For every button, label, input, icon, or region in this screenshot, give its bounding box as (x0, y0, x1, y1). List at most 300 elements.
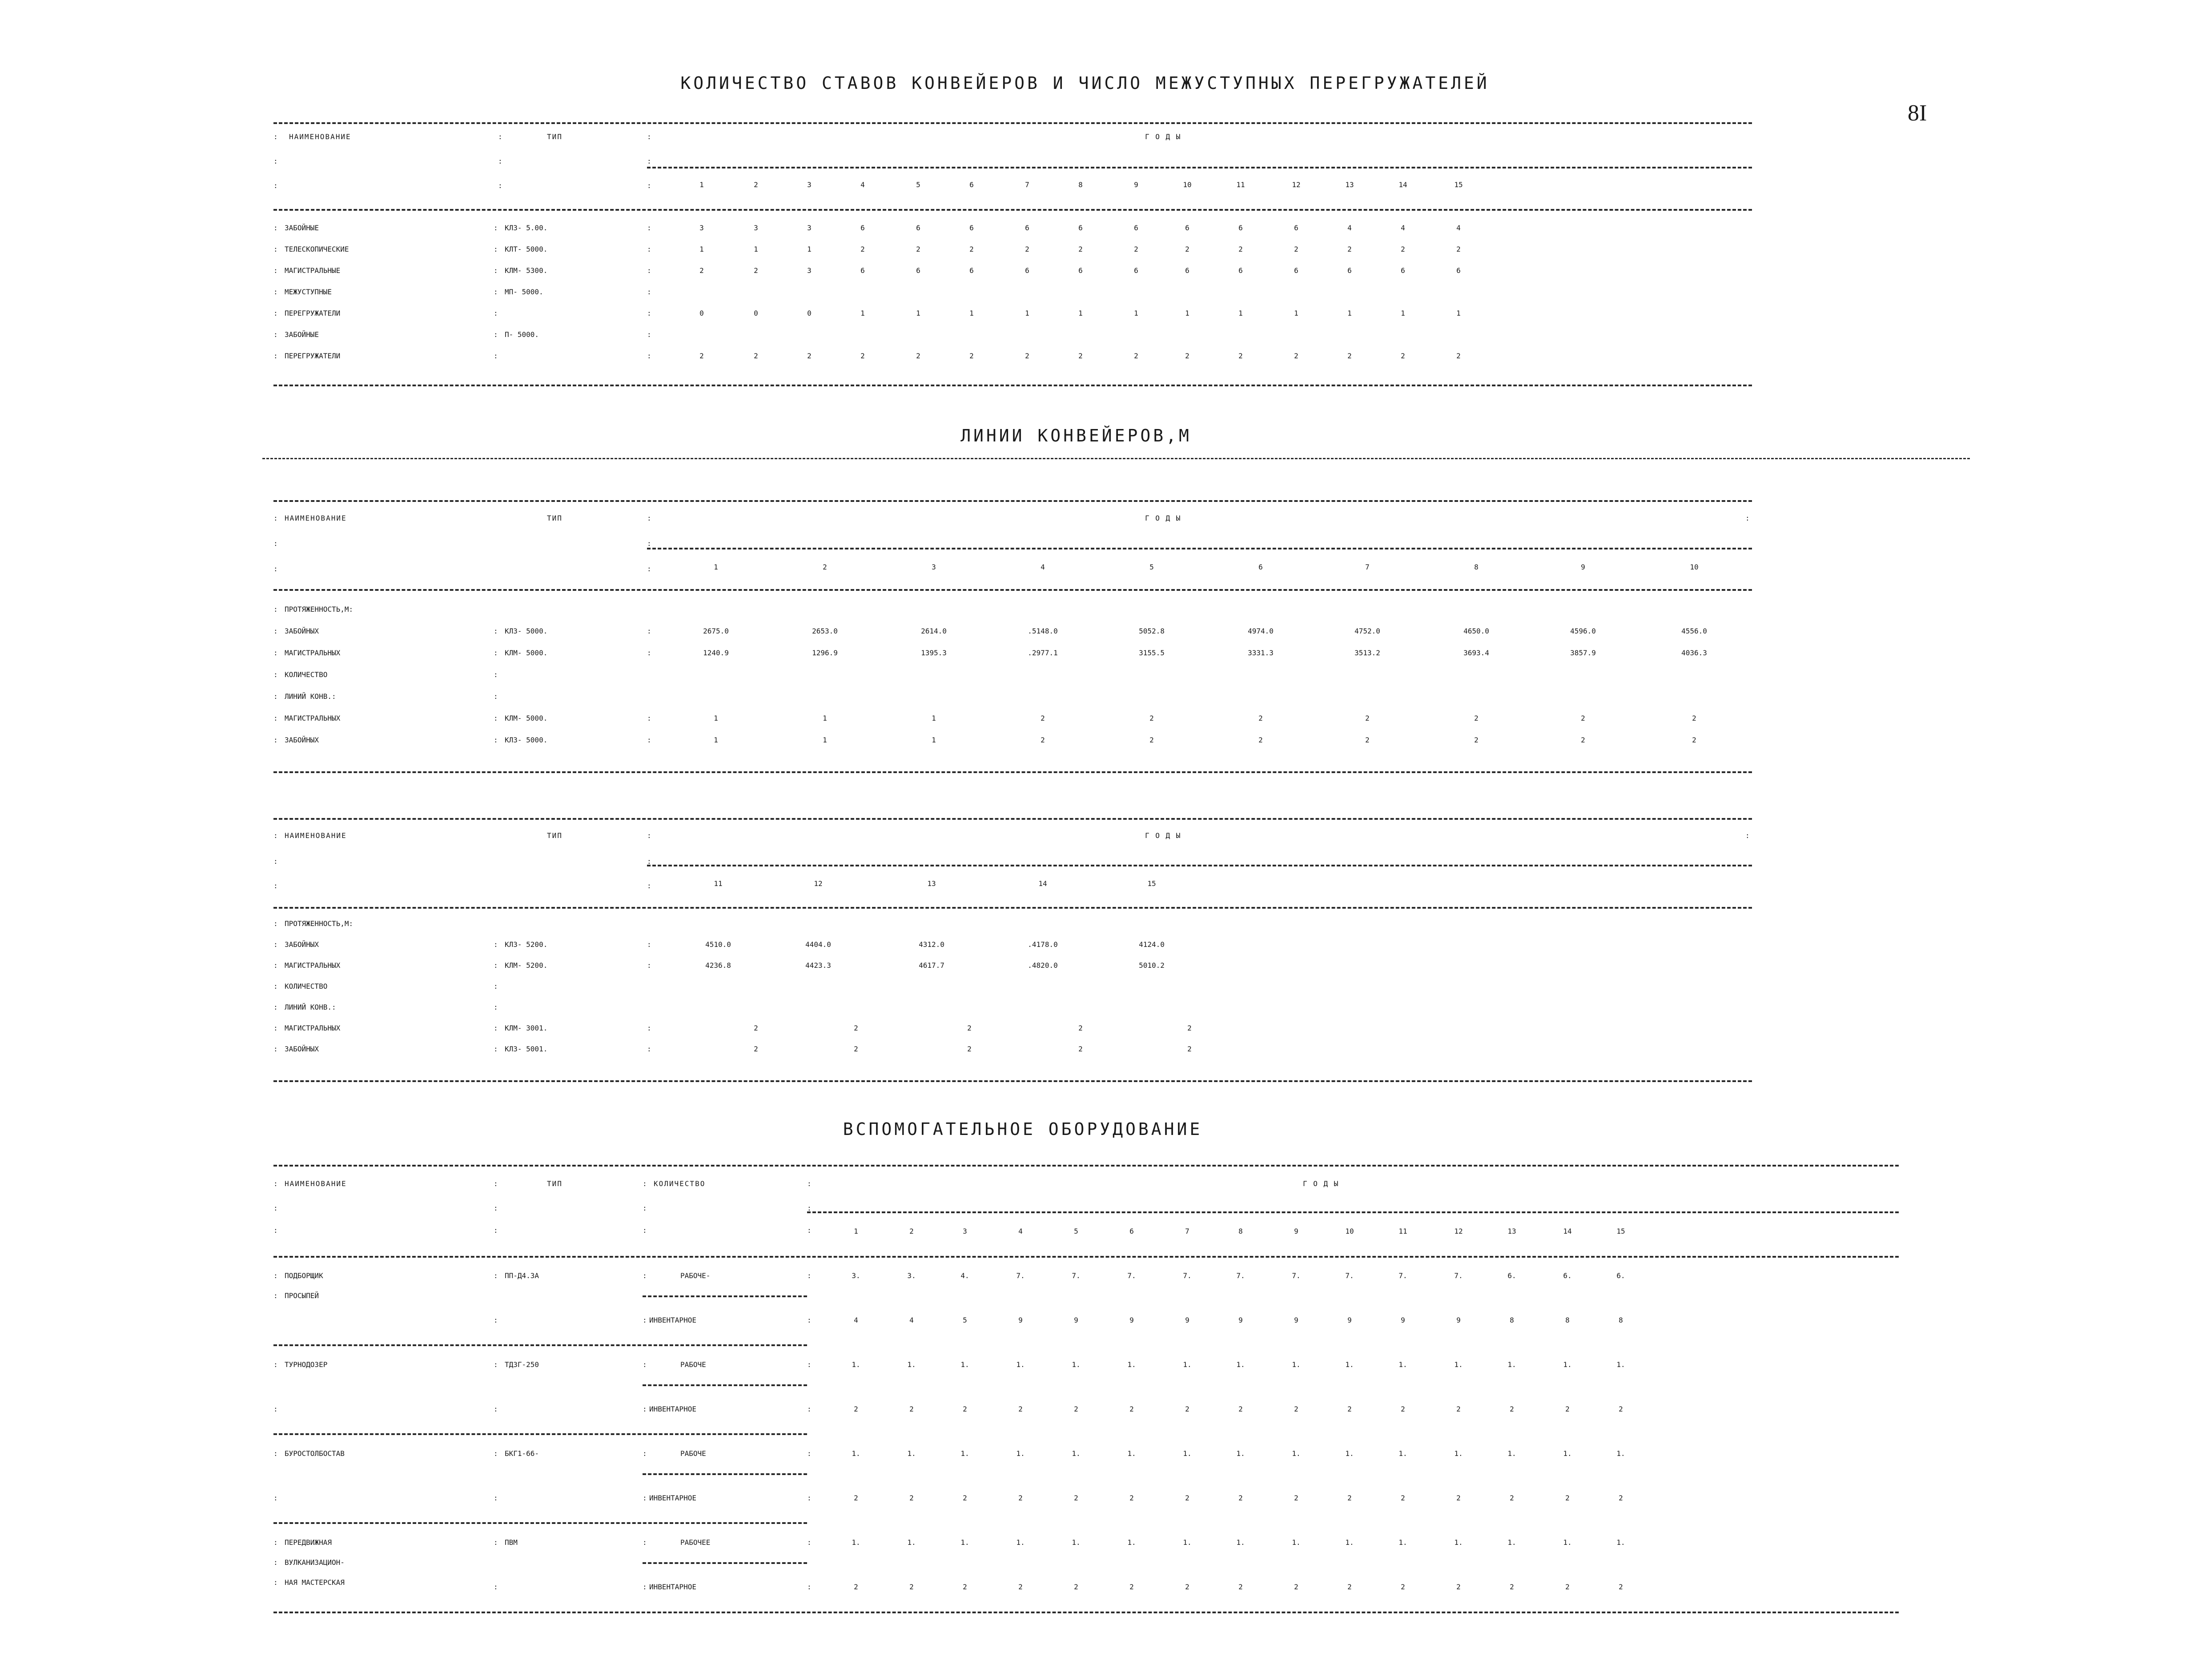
table-cell: 2 (1619, 1405, 1623, 1413)
year-header: 14 (1398, 180, 1407, 189)
table-cell: 2 (1692, 736, 1696, 744)
row-type: КЛЗ- 5001. (505, 1045, 548, 1053)
header-bottom-rule (273, 1256, 1899, 1258)
equipment-name: ТУРНОДОЗЕР (285, 1360, 328, 1369)
table-cell: 6 (1294, 266, 1298, 275)
column-separator: : (643, 1360, 647, 1369)
column-separator: : (643, 1271, 647, 1280)
column-separator: : (647, 539, 651, 548)
column-separator: : (807, 1494, 812, 1502)
table-cell: 2 (1078, 352, 1083, 360)
table-cell: 1240.9 (703, 649, 729, 657)
table-cell: 4404.0 (805, 940, 831, 949)
table-cell: 6 (1134, 266, 1138, 275)
equipment-type: ПВМ (505, 1538, 518, 1547)
column-separator: : (643, 1204, 647, 1212)
table-cell: 4124.0 (1139, 940, 1165, 949)
column-separator: : (494, 692, 498, 701)
table-cell: 3857.9 (1570, 649, 1596, 657)
table-top-rule (273, 122, 1752, 124)
table-cell: 3155.5 (1139, 649, 1165, 657)
table-cell: 1. (1345, 1449, 1354, 1458)
equipment-name: ПРОСЫПЕЙ (285, 1291, 319, 1300)
table-cell: 2 (1456, 352, 1461, 360)
column-separator: : (494, 224, 498, 232)
row-name: ЗАБОЙНЫХ (285, 736, 319, 744)
year-header: 5 (1149, 563, 1154, 571)
table-cell: 9 (1129, 1316, 1134, 1324)
table-cell: 2 (1347, 1405, 1352, 1413)
year-header: 1 (699, 180, 704, 189)
table-cell: 2 (854, 1494, 858, 1502)
table-cell: 2 (1401, 352, 1405, 360)
year-header: 10 (1183, 180, 1192, 189)
table-cell: 1296.9 (812, 649, 838, 657)
column-separator: : (647, 736, 651, 744)
table-cell: 7. (1127, 1271, 1136, 1280)
table-cell: 9 (1347, 1316, 1352, 1324)
row-type: КЛМ- 5000. (505, 649, 548, 657)
table-cell: 1 (714, 736, 718, 744)
column-separator: : (647, 157, 651, 165)
table-cell: .4820.0 (1028, 961, 1058, 970)
table-cell: 2 (1018, 1405, 1023, 1413)
table-cell: 1. (1183, 1538, 1192, 1547)
column-separator: : (273, 224, 278, 232)
table-cell: 1. (960, 1360, 969, 1369)
table-cell: 1 (823, 714, 827, 722)
table-cell: 2 (1238, 1583, 1243, 1591)
table-cell: 2 (1238, 1494, 1243, 1502)
column-separator: : (273, 649, 278, 657)
equipment-type: ТДЗГ-250 (505, 1360, 539, 1369)
column-separator: : (647, 831, 651, 840)
table-cell: 2 (1074, 1494, 1078, 1502)
table-cell: 1 (1456, 309, 1461, 317)
column-separator: : (494, 982, 498, 990)
table-cell: 2 (1185, 1405, 1189, 1413)
row-type: КЛЗ- 5200. (505, 940, 548, 949)
year-header: 12 (1454, 1227, 1463, 1235)
table-cell: 2 (1149, 714, 1154, 722)
table-cell: 2 (1510, 1405, 1514, 1413)
table-cell: 3331.3 (1248, 649, 1274, 657)
table-cell: 2 (1041, 714, 1045, 722)
row-type: КЛМ- 5000. (505, 714, 548, 722)
column-separator: : (494, 1204, 498, 1212)
column-separator: : (273, 670, 278, 679)
column-separator: : (647, 649, 651, 657)
column-separator: : (273, 1204, 278, 1212)
table-cell: 2 (754, 1024, 758, 1032)
year-header: 6 (1129, 1227, 1134, 1235)
year-header: 6 (969, 180, 974, 189)
column-separator: : (494, 309, 498, 317)
table-cell: 4312.0 (919, 940, 944, 949)
table-cell: 7. (1236, 1271, 1245, 1280)
table-bottom-rule (273, 1080, 1752, 1082)
table-cell: 2 (1456, 1494, 1461, 1502)
column-header-years: Г О Д Ы (1145, 514, 1181, 522)
table-cell: 2 (1401, 1405, 1405, 1413)
column-header-name: НАИМЕНОВАНИЕ (285, 514, 347, 522)
row-name: МАГИСТРАЛЬНЫХ (285, 714, 341, 722)
table-cell: 6 (916, 224, 920, 232)
column-separator: : (647, 627, 651, 635)
table-cell: 8 (1565, 1316, 1570, 1324)
row-name: МАГИСТРАЛЬНЫХ (285, 649, 341, 657)
table-bottom-rule (273, 1612, 1899, 1613)
year-header: 15 (1616, 1227, 1625, 1235)
column-separator: : (273, 181, 278, 190)
table-cell: 5 (963, 1316, 967, 1324)
table-cell: 6 (1025, 266, 1029, 275)
row-name: ПЕРЕГРУЖАТЕЛИ (285, 309, 341, 317)
table-cell: 1. (852, 1538, 860, 1547)
column-separator: : (273, 1449, 278, 1458)
column-separator: : (273, 940, 278, 949)
row-type: КЛЗ- 5000. (505, 736, 548, 744)
table-cell: 1 (1238, 309, 1243, 317)
column-separator: : (273, 961, 278, 970)
table-cell: 1. (1507, 1538, 1516, 1547)
table-cell: 5010.2 (1139, 961, 1165, 970)
table-cell: 2 (854, 1583, 858, 1591)
table-cell: 1. (960, 1538, 969, 1547)
table-cell: 1 (823, 736, 827, 744)
table-cell: 1. (1016, 1449, 1025, 1458)
table-bottom-rule (273, 385, 1752, 386)
column-separator: : (273, 882, 278, 890)
year-header: 15 (1147, 879, 1156, 888)
table-cell: 1. (1563, 1360, 1572, 1369)
row-name: ЗАБОЙНЫХ (285, 940, 319, 949)
year-header: 1 (714, 563, 718, 571)
row-type: КЛМ- 5300. (505, 266, 548, 275)
table-cell: 2 (1565, 1405, 1570, 1413)
table-cell: 1. (1072, 1360, 1081, 1369)
table-cell: 2 (1238, 245, 1243, 253)
column-separator: : (647, 565, 651, 573)
table-cell: 1. (1236, 1360, 1245, 1369)
table-cell: 2 (807, 352, 812, 360)
column-separator: : (273, 982, 278, 990)
table-cell: 1. (907, 1449, 916, 1458)
table-cell: 6. (1507, 1271, 1516, 1280)
section1-title: КОЛИЧЕСТВО СТАВОВ КОНВЕЙЕРОВ И ЧИСЛО МЕЖУСТУПНЫХ ПЕРЕГРУЖАТЕЛЕЙ (680, 73, 1490, 93)
column-separator: : (807, 1360, 812, 1369)
table-cell: 4617.7 (919, 961, 944, 970)
column-separator: : (273, 831, 278, 840)
column-separator: : (273, 1003, 278, 1011)
years-rule (647, 167, 1752, 168)
year-header: 12 (814, 879, 823, 888)
column-separator: : (494, 1045, 498, 1053)
table-cell: 2 (909, 1405, 914, 1413)
column-separator: : (273, 1360, 278, 1369)
column-separator: : (273, 736, 278, 744)
table-cell: 2 (969, 245, 974, 253)
column-separator: : (273, 245, 278, 253)
table-cell: 6 (1401, 266, 1405, 275)
table-cell: 1. (1616, 1538, 1625, 1547)
table-cell: 2 (754, 1045, 758, 1053)
table-cell: 2 (1294, 1405, 1298, 1413)
column-separator: : (647, 714, 651, 722)
column-separator: : (647, 132, 651, 141)
column-separator: : (494, 1449, 498, 1458)
table-cell: 2 (1294, 245, 1298, 253)
table-cell: 2 (967, 1045, 972, 1053)
column-separator: : (273, 157, 278, 165)
column-separator: : (273, 266, 278, 275)
column-separator: : (807, 1405, 812, 1413)
column-separator: : (647, 1045, 651, 1053)
table-cell: 2 (1365, 714, 1370, 722)
table-cell: 4650.0 (1463, 627, 1489, 635)
table-cell: 2 (1185, 352, 1189, 360)
table-cell: 1. (1398, 1449, 1407, 1458)
year-header: 5 (916, 180, 920, 189)
table-cell: 2 (1365, 736, 1370, 744)
table-cell: 1. (1236, 1449, 1245, 1458)
table-bottom-rule (273, 771, 1752, 773)
table-cell: 6 (1134, 224, 1138, 232)
table-cell: 3 (699, 224, 704, 232)
table-cell: 1. (1616, 1360, 1625, 1369)
table-cell: 0 (807, 309, 812, 317)
column-separator: : (273, 1024, 278, 1032)
table-cell: 1. (1292, 1360, 1301, 1369)
table-cell: 1. (1454, 1538, 1463, 1547)
table-cell: 2 (963, 1583, 967, 1591)
table-cell: 4 (909, 1316, 914, 1324)
table-cell: 2 (969, 352, 974, 360)
column-header-type: ТИП (547, 132, 563, 141)
table-cell: 2 (754, 352, 758, 360)
year-header: 13 (927, 879, 936, 888)
table-cell: 2 (1347, 245, 1352, 253)
table-cell: 3. (852, 1271, 860, 1280)
table-cell: 2 (1149, 736, 1154, 744)
table-cell: 1 (699, 245, 704, 253)
table-cell: 1 (860, 309, 865, 317)
row-type: КЛТ- 5000. (505, 245, 548, 253)
column-separator: : (647, 309, 651, 317)
row-name: ПРОТЯЖЕННОСТЬ,М: (285, 919, 354, 928)
table-cell: 2 (860, 245, 865, 253)
year-header: 13 (1345, 180, 1354, 189)
table-cell: 1 (1185, 309, 1189, 317)
column-separator: : (647, 352, 651, 360)
table-cell: 6 (1185, 266, 1189, 275)
equipment-name: БУРОСТОЛБОСТАВ (285, 1449, 345, 1458)
table-cell: 2 (1018, 1494, 1023, 1502)
table-cell: 6 (916, 266, 920, 275)
column-separator: : (647, 224, 651, 232)
table-cell: 2 (963, 1494, 967, 1502)
column-separator: : (647, 288, 651, 296)
column-separator: : (643, 1538, 647, 1547)
row-type: КЛЗ- 5000. (505, 627, 548, 635)
row-name: МАГИСТРАЛЬНЫХ (285, 1024, 341, 1032)
table-cell: 1. (1563, 1449, 1572, 1458)
column-separator: : (647, 857, 651, 866)
table-cell: 1. (1398, 1360, 1407, 1369)
table-cell: 2 (1619, 1583, 1623, 1591)
column-separator: : (273, 514, 278, 522)
column-separator: : (494, 940, 498, 949)
table-cell: 8 (1510, 1316, 1514, 1324)
row-name: ЗАБОЙНЫХ (285, 1045, 319, 1053)
table-cell: 2 (1401, 245, 1405, 253)
table-cell: 6 (1238, 266, 1243, 275)
table-cell: 9 (1185, 1316, 1189, 1324)
column-separator: : (273, 714, 278, 722)
years-rule (647, 865, 1752, 866)
table-cell: 9 (1074, 1316, 1078, 1324)
year-header: 11 (1398, 1227, 1407, 1235)
table-cell: 1. (1345, 1360, 1354, 1369)
table-cell: 2 (1258, 714, 1263, 722)
table-cell: 3 (807, 224, 812, 232)
group-separator-rule (273, 1433, 807, 1435)
table-cell: 2 (1129, 1405, 1134, 1413)
table-cell: 1 (1347, 309, 1352, 317)
row-name: МАГИСТРАЛЬНЫЕ (285, 266, 341, 275)
table-cell: 8 (1619, 1316, 1623, 1324)
quantity-label-inventory: ИНВЕНТАРНОЕ (649, 1405, 696, 1413)
table-cell: 1. (1127, 1538, 1136, 1547)
year-header: 4 (860, 180, 865, 189)
column-separator: : (643, 1449, 647, 1458)
column-separator: : (647, 514, 651, 522)
table-cell: 1 (714, 714, 718, 722)
table-cell: 2 (916, 352, 920, 360)
divider-line (262, 458, 1970, 459)
table-cell: 1. (907, 1538, 916, 1547)
column-separator: : (647, 961, 651, 970)
year-header: 9 (1581, 563, 1585, 571)
column-separator: : (273, 1405, 278, 1413)
column-separator: : (643, 1405, 647, 1413)
quantity-label-working: РАБОЧЕ- (680, 1271, 711, 1280)
table-cell: 2 (1185, 1583, 1189, 1591)
row-name: МАГИСТРАЛЬНЫХ (285, 961, 341, 970)
table-cell: 1. (1507, 1360, 1516, 1369)
table-cell: 2 (854, 1024, 858, 1032)
column-separator: : (273, 539, 278, 548)
group-separator-rule (273, 1522, 807, 1524)
table-cell: 2 (1238, 1405, 1243, 1413)
table-cell: 2 (699, 266, 704, 275)
column-separator: : (647, 181, 651, 190)
table-cell: 6. (1563, 1271, 1572, 1280)
table-cell: 2 (1347, 1583, 1352, 1591)
table-cell: 2 (1129, 1494, 1134, 1502)
column-separator: : (273, 565, 278, 573)
column-header-name: НАИМЕНОВАНИЕ (285, 1179, 347, 1188)
table-cell: 1. (1507, 1449, 1516, 1458)
year-header: 14 (1563, 1227, 1572, 1235)
table-cell: 2 (909, 1583, 914, 1591)
column-separator: : (647, 1024, 651, 1032)
table-cell: 1. (907, 1360, 916, 1369)
table-cell: 3 (807, 266, 812, 275)
column-separator: : (273, 1578, 278, 1587)
table-cell: 7. (1183, 1271, 1192, 1280)
column-separator: : (494, 1024, 498, 1032)
column-header-years: Г О Д Ы (1303, 1179, 1339, 1188)
column-separator: : (494, 1494, 498, 1502)
column-separator: : (643, 1226, 647, 1235)
quantity-split-rule (643, 1295, 807, 1297)
table-cell: 2 (1692, 714, 1696, 722)
table-cell: 1. (1454, 1360, 1463, 1369)
table-cell: 2 (699, 352, 704, 360)
column-separator: : (494, 1360, 498, 1369)
column-separator: : (647, 245, 651, 253)
table-cell: 7. (1454, 1271, 1463, 1280)
table-cell: 2 (1078, 1045, 1083, 1053)
table-cell: 1. (1292, 1538, 1301, 1547)
column-separator: : (273, 330, 278, 339)
table-cell: 2 (854, 1045, 858, 1053)
year-header: 10 (1345, 1227, 1354, 1235)
quantity-label-working: РАБОЧЕ (680, 1449, 706, 1458)
column-separator: : (494, 288, 498, 296)
column-separator: : (647, 882, 651, 890)
table-cell: 9 (1294, 1316, 1298, 1324)
table-cell: 7. (1292, 1271, 1301, 1280)
table-cell: 2 (1187, 1045, 1192, 1053)
table-cell: .5148.0 (1028, 627, 1058, 635)
table-cell: 4 (1456, 224, 1461, 232)
equipment-type: БКГ1-66- (505, 1449, 539, 1458)
column-header-type: ТИП (547, 1179, 563, 1188)
table-cell: 2 (1129, 1583, 1134, 1591)
table-cell: 2 (1025, 245, 1029, 253)
header-bottom-rule (273, 209, 1752, 211)
row-type: КЛЗ- 5.00. (505, 224, 548, 232)
table-cell: 2 (1185, 245, 1189, 253)
column-separator: : (273, 1494, 278, 1502)
column-separator: : (498, 132, 502, 141)
row-type: КЛМ- 3001. (505, 1024, 548, 1032)
column-separator: : (494, 1583, 498, 1591)
table-cell: 9 (1238, 1316, 1243, 1324)
table-cell: 2 (860, 352, 865, 360)
year-header: 2 (823, 563, 827, 571)
year-header: 8 (1078, 180, 1083, 189)
year-header: 5 (1074, 1227, 1078, 1235)
table-cell: 2 (1294, 1583, 1298, 1591)
table-cell: 4 (1401, 224, 1405, 232)
table-cell: 1. (1563, 1538, 1572, 1547)
table-cell: 1. (1016, 1360, 1025, 1369)
row-name: МЕЖУСТУПНЫЕ (285, 288, 332, 296)
table-cell: 6 (1294, 224, 1298, 232)
row-name: КОЛИЧЕСТВО (285, 670, 328, 679)
table-cell: 2 (1347, 1494, 1352, 1502)
table-cell: 1. (1127, 1449, 1136, 1458)
table-cell: 2 (1041, 736, 1045, 744)
table-cell: 1. (1127, 1360, 1136, 1369)
table-cell: 1. (1183, 1449, 1192, 1458)
table-cell: 1 (1294, 309, 1298, 317)
table-cell: 2675.0 (703, 627, 729, 635)
year-header: 1 (854, 1227, 858, 1235)
